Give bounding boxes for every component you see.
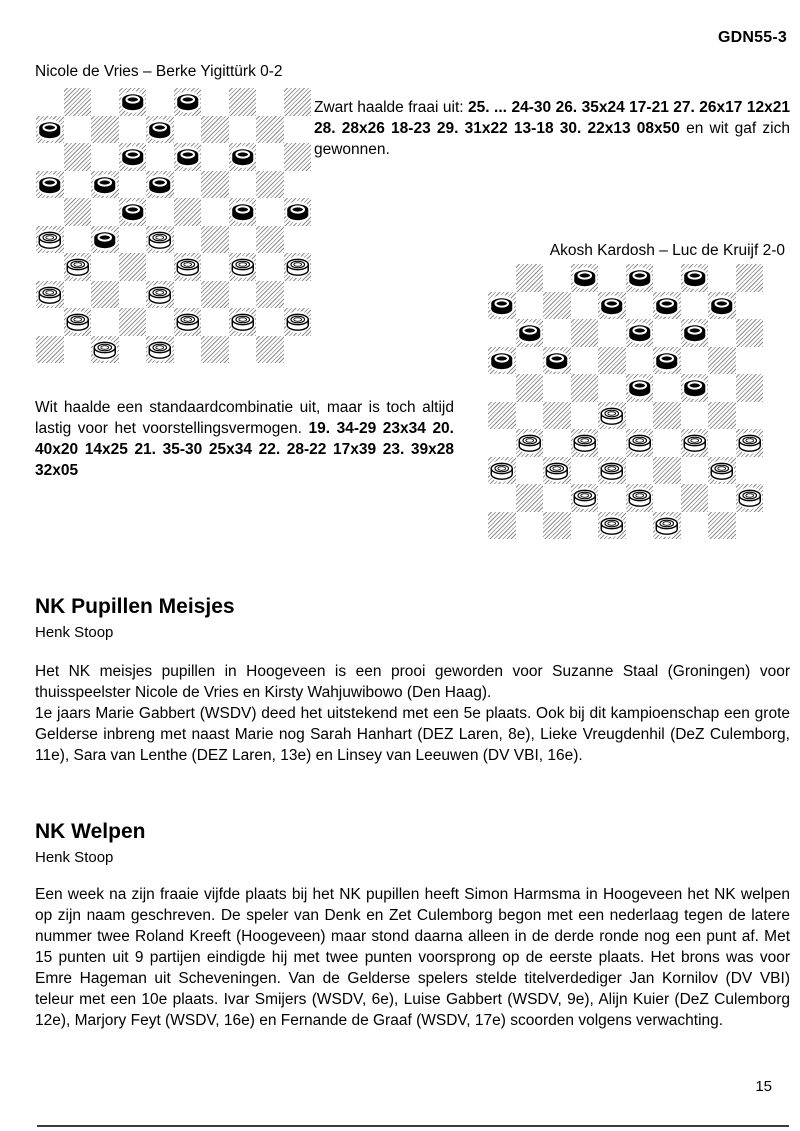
board-light-square xyxy=(36,143,64,171)
black-piece-icon xyxy=(119,88,147,116)
white-piece-icon xyxy=(626,429,654,457)
black-piece-icon xyxy=(36,171,64,199)
board-light-square xyxy=(653,319,681,347)
board-light-square xyxy=(284,171,312,199)
board-light-square xyxy=(36,198,64,226)
board-light-square xyxy=(256,308,284,336)
board-dark-square xyxy=(284,88,312,116)
board-dark-square xyxy=(571,429,599,457)
board-dark-square xyxy=(571,374,599,402)
black-piece-icon xyxy=(229,143,257,171)
board-dark-square xyxy=(626,319,654,347)
board-dark-square xyxy=(256,336,284,364)
board-light-square xyxy=(488,374,516,402)
board-dark-square xyxy=(516,319,544,347)
board-light-square xyxy=(146,253,174,281)
board-dark-square xyxy=(229,253,257,281)
board-light-square xyxy=(626,512,654,540)
board-light-square xyxy=(516,402,544,430)
board-light-square xyxy=(708,319,736,347)
board-dark-square xyxy=(571,264,599,292)
board-dark-square xyxy=(488,402,516,430)
board-light-square xyxy=(229,116,257,144)
board-dark-square xyxy=(64,253,92,281)
board-dark-square xyxy=(653,512,681,540)
board-dark-square xyxy=(571,319,599,347)
board-light-square xyxy=(516,292,544,320)
black-piece-icon xyxy=(91,171,119,199)
board-dark-square xyxy=(64,308,92,336)
white-piece-icon xyxy=(708,457,736,485)
board-dark-square xyxy=(146,116,174,144)
board-dark-square xyxy=(736,374,764,402)
board-dark-square xyxy=(36,281,64,309)
board-dark-square xyxy=(64,198,92,226)
board-dark-square xyxy=(516,429,544,457)
white-piece-icon xyxy=(598,457,626,485)
game1-annotation xyxy=(314,97,790,160)
black-piece-icon xyxy=(543,347,571,375)
board-light-square xyxy=(146,198,174,226)
board-dark-square xyxy=(91,336,119,364)
board-light-square xyxy=(146,308,174,336)
board-light-square xyxy=(571,457,599,485)
board-dark-square xyxy=(681,374,709,402)
paragraph: Een week na zijn fraaie vijfde plaats bij het NK pupillen heeft Simon Harmsma in Hoogeveen het NK welpen op zijn naam geschreven. De speler van Denk en Zet Culemborg begon met een nederlaag tegen de latere nummer twee Roland Kreeft (Hoogeveen) maar stond daarna alleen in de derde ronde nog een punt af. Met 15 punten uit 9 partijen eindigde hij met twee punten voorsprong op de eerste plaats. Het brons was voor Emre Hageman uit Scheveningen. Van de Gelderse spelers stelde titelverdediger Jan Kornilov (DV VBI) teleur met een 10e plaats. Ivar Smijers (WSDV, 6e), Luise Gabbert (WSDV, 9e), Alijn Kuier (DeZ Culemborg 12e), Marjory Feyt (WSDV, 16e) en Fernande de Graaf (WSDV, 17e) scoorden volgens verwachting. xyxy=(35,886,790,1029)
board-light-square xyxy=(91,308,119,336)
annotation-text: Wit haalde een standaardcombinatie uit, maar is toch altijd lastig voor het voorstellingsvermogen. xyxy=(35,399,454,437)
board-dark-square xyxy=(708,402,736,430)
paragraph: Het NK meisjes pupillen in Hoogeveen is een prooi geworden voor Suzanne Staal (Groningen) voor thuisspeelster Nicole de Vries en Kirsty Wahjuwibowo (Den Haag). xyxy=(35,663,790,701)
board-dark-square xyxy=(36,171,64,199)
board-light-square xyxy=(36,308,64,336)
footer-rule xyxy=(37,1125,789,1127)
board-light-square xyxy=(64,171,92,199)
page-number: 15 xyxy=(755,1078,772,1095)
board-light-square xyxy=(598,374,626,402)
board-light-square xyxy=(284,336,312,364)
board-dark-square xyxy=(543,402,571,430)
board-dark-square xyxy=(516,374,544,402)
board-light-square xyxy=(626,457,654,485)
black-piece-icon xyxy=(626,374,654,402)
board-light-square xyxy=(571,402,599,430)
board-dark-square xyxy=(91,116,119,144)
black-piece-icon xyxy=(229,198,257,226)
black-piece-icon xyxy=(681,374,709,402)
board-light-square xyxy=(36,88,64,116)
board-dark-square xyxy=(119,198,147,226)
board-light-square xyxy=(201,198,229,226)
board-light-square xyxy=(681,402,709,430)
board-dark-square xyxy=(91,226,119,254)
board-light-square xyxy=(543,484,571,512)
white-piece-icon xyxy=(598,512,626,540)
board-light-square xyxy=(64,336,92,364)
white-piece-icon xyxy=(736,484,764,512)
board-dark-square xyxy=(681,264,709,292)
white-piece-icon xyxy=(516,429,544,457)
board-light-square xyxy=(543,264,571,292)
board-dark-square xyxy=(284,308,312,336)
board-dark-square xyxy=(284,143,312,171)
board-light-square xyxy=(174,226,202,254)
board-light-square xyxy=(736,402,764,430)
board-light-square xyxy=(201,253,229,281)
board-dark-square xyxy=(201,116,229,144)
black-piece-icon xyxy=(708,292,736,320)
annotation-text: en wit gaf zich gewonnen. xyxy=(314,120,790,158)
black-piece-icon xyxy=(119,143,147,171)
black-piece-icon xyxy=(174,143,202,171)
board-light-square xyxy=(174,281,202,309)
board-dark-square xyxy=(64,88,92,116)
board-light-square xyxy=(598,429,626,457)
black-piece-icon xyxy=(488,292,516,320)
board-dark-square xyxy=(256,116,284,144)
board-dark-square xyxy=(174,253,202,281)
black-piece-icon xyxy=(146,171,174,199)
board-light-square xyxy=(571,347,599,375)
board-light-square xyxy=(284,281,312,309)
white-piece-icon xyxy=(653,512,681,540)
white-piece-icon xyxy=(36,226,64,254)
paragraph: 1e jaars Marie Gabbert (WSDV) deed het uitstekend met een 5e plaats. Ook bij dit kampioenschap een grote Gelderse inbreng met naast Marie nog Sarah Hanhart (DEZ Laren, 8e), Lieke Vreugdenhil (DeZ Culemborg, 11e), Sara van Lenthe (DEZ Laren, 13e) en Linsey van Leeuwen (DV VBI, 16e). xyxy=(35,705,790,764)
board-dark-square xyxy=(543,292,571,320)
board-dark-square xyxy=(488,512,516,540)
white-piece-icon xyxy=(571,484,599,512)
white-piece-icon xyxy=(681,429,709,457)
board-dark-square xyxy=(681,429,709,457)
black-piece-icon xyxy=(571,264,599,292)
black-piece-icon xyxy=(119,198,147,226)
board-light-square xyxy=(598,264,626,292)
board-light-square xyxy=(36,253,64,281)
white-piece-icon xyxy=(146,226,174,254)
board-light-square xyxy=(571,512,599,540)
board-light-square xyxy=(626,347,654,375)
board-light-square xyxy=(598,484,626,512)
board-light-square xyxy=(229,281,257,309)
white-piece-icon xyxy=(64,308,92,336)
board-light-square xyxy=(488,429,516,457)
board-dark-square xyxy=(284,198,312,226)
white-piece-icon xyxy=(91,336,119,364)
board-light-square xyxy=(64,116,92,144)
board-light-square xyxy=(256,253,284,281)
board-light-square xyxy=(571,292,599,320)
board-dark-square xyxy=(653,347,681,375)
black-piece-icon xyxy=(598,292,626,320)
board-dark-square xyxy=(119,308,147,336)
board-dark-square xyxy=(736,264,764,292)
move-notation: 25. ... 24-30 26. 35x24 17-21 27. 26x17 12x21 28. 28x26 18-23 29. 31x22 13-18 30. 22x13 08x50 xyxy=(314,99,790,137)
board-light-square xyxy=(256,198,284,226)
black-piece-icon xyxy=(653,292,681,320)
white-piece-icon xyxy=(146,336,174,364)
board-dark-square xyxy=(488,292,516,320)
black-piece-icon xyxy=(91,226,119,254)
board-light-square xyxy=(516,347,544,375)
board-dark-square xyxy=(256,226,284,254)
board-dark-square xyxy=(284,253,312,281)
board-light-square xyxy=(681,512,709,540)
board-dark-square xyxy=(598,402,626,430)
board-light-square xyxy=(488,484,516,512)
board-light-square xyxy=(119,226,147,254)
board-dark-square xyxy=(598,457,626,485)
white-piece-icon xyxy=(36,281,64,309)
black-piece-icon xyxy=(284,198,312,226)
board-light-square xyxy=(119,336,147,364)
board-light-square xyxy=(229,226,257,254)
board-light-square xyxy=(201,308,229,336)
board-dark-square xyxy=(543,512,571,540)
board-light-square xyxy=(516,512,544,540)
board-dark-square xyxy=(201,171,229,199)
board-dark-square xyxy=(119,88,147,116)
board-dark-square xyxy=(91,171,119,199)
board-dark-square xyxy=(119,143,147,171)
board-dark-square xyxy=(653,402,681,430)
white-piece-icon xyxy=(598,402,626,430)
board-light-square xyxy=(543,374,571,402)
board-light-square xyxy=(626,292,654,320)
board-light-square xyxy=(174,336,202,364)
white-piece-icon xyxy=(284,253,312,281)
game2-annotation xyxy=(35,397,454,481)
board-dark-square xyxy=(653,457,681,485)
board-dark-square xyxy=(708,347,736,375)
board-dark-square xyxy=(681,319,709,347)
board-dark-square xyxy=(36,116,64,144)
black-piece-icon xyxy=(146,116,174,144)
board-dark-square xyxy=(201,281,229,309)
board-light-square xyxy=(91,88,119,116)
board-light-square xyxy=(146,143,174,171)
board-light-square xyxy=(653,429,681,457)
board-dark-square xyxy=(174,198,202,226)
board-light-square xyxy=(681,292,709,320)
board-dark-square xyxy=(543,457,571,485)
board-dark-square xyxy=(146,171,174,199)
board-dark-square xyxy=(91,281,119,309)
board-dark-square xyxy=(146,281,174,309)
board-dark-square xyxy=(201,226,229,254)
board-light-square xyxy=(543,429,571,457)
board-light-square xyxy=(256,88,284,116)
board-light-square xyxy=(736,512,764,540)
section2-body xyxy=(35,884,790,1031)
board-dark-square xyxy=(626,374,654,402)
board-light-square xyxy=(543,319,571,347)
board-light-square xyxy=(708,429,736,457)
board-dark-square xyxy=(598,292,626,320)
draughts-board-1 xyxy=(36,88,311,363)
board-dark-square xyxy=(736,484,764,512)
black-piece-icon xyxy=(516,319,544,347)
board-light-square xyxy=(708,484,736,512)
black-piece-icon xyxy=(36,116,64,144)
black-piece-icon xyxy=(653,347,681,375)
board-dark-square xyxy=(598,512,626,540)
board-dark-square xyxy=(626,429,654,457)
section1-body xyxy=(35,661,790,766)
white-piece-icon xyxy=(174,253,202,281)
annotation-text: Zwart haalde fraai uit: xyxy=(314,99,469,116)
white-piece-icon xyxy=(229,253,257,281)
board-light-square xyxy=(736,457,764,485)
white-piece-icon xyxy=(736,429,764,457)
white-piece-icon xyxy=(488,457,516,485)
issue-code: GDN55-3 xyxy=(718,29,787,46)
board-light-square xyxy=(64,226,92,254)
board-light-square xyxy=(681,457,709,485)
board-light-square xyxy=(708,374,736,402)
board-dark-square xyxy=(598,347,626,375)
board-dark-square xyxy=(256,281,284,309)
white-piece-icon xyxy=(626,484,654,512)
board-light-square xyxy=(146,88,174,116)
board-light-square xyxy=(229,171,257,199)
board-light-square xyxy=(119,281,147,309)
board-light-square xyxy=(174,171,202,199)
board-dark-square xyxy=(488,457,516,485)
draughts-board-2 xyxy=(488,264,763,539)
board-dark-square xyxy=(736,429,764,457)
board-dark-square xyxy=(146,336,174,364)
white-piece-icon xyxy=(64,253,92,281)
board-dark-square xyxy=(708,457,736,485)
white-piece-icon xyxy=(229,308,257,336)
board-dark-square xyxy=(201,336,229,364)
board-light-square xyxy=(91,198,119,226)
board-dark-square xyxy=(174,143,202,171)
board-light-square xyxy=(736,347,764,375)
board-dark-square xyxy=(543,347,571,375)
section1-heading: NK Pupillen Meisjes xyxy=(35,595,235,618)
board-light-square xyxy=(119,171,147,199)
board-dark-square xyxy=(174,308,202,336)
board-dark-square xyxy=(516,264,544,292)
black-piece-icon xyxy=(681,319,709,347)
board-light-square xyxy=(174,116,202,144)
board-dark-square xyxy=(708,292,736,320)
white-piece-icon xyxy=(146,281,174,309)
board-dark-square xyxy=(146,226,174,254)
board-light-square xyxy=(91,253,119,281)
board-light-square xyxy=(653,484,681,512)
white-piece-icon xyxy=(543,457,571,485)
black-piece-icon xyxy=(626,319,654,347)
section2-byline: Henk Stoop xyxy=(35,849,114,866)
board-dark-square xyxy=(653,292,681,320)
board-dark-square xyxy=(626,484,654,512)
board-dark-square xyxy=(708,512,736,540)
black-piece-icon xyxy=(488,347,516,375)
board-light-square xyxy=(229,336,257,364)
board-dark-square xyxy=(119,253,147,281)
board-light-square xyxy=(516,457,544,485)
board-light-square xyxy=(681,347,709,375)
game1-title: Nicole de Vries – Berke Yigittürk 0-2 xyxy=(35,63,283,80)
board-dark-square xyxy=(516,484,544,512)
board-light-square xyxy=(119,116,147,144)
board-light-square xyxy=(201,88,229,116)
section2-heading: NK Welpen xyxy=(35,820,146,843)
board-dark-square xyxy=(229,143,257,171)
board-light-square xyxy=(653,264,681,292)
board-dark-square xyxy=(229,308,257,336)
board-light-square xyxy=(201,143,229,171)
board-dark-square xyxy=(681,484,709,512)
board-light-square xyxy=(488,264,516,292)
black-piece-icon xyxy=(174,88,202,116)
board-dark-square xyxy=(736,319,764,347)
board-light-square xyxy=(284,116,312,144)
board-dark-square xyxy=(488,347,516,375)
board-dark-square xyxy=(174,88,202,116)
board-light-square xyxy=(598,319,626,347)
white-piece-icon xyxy=(571,429,599,457)
board-dark-square xyxy=(36,336,64,364)
board-dark-square xyxy=(229,198,257,226)
board-light-square xyxy=(284,226,312,254)
board-light-square xyxy=(64,281,92,309)
board-light-square xyxy=(91,143,119,171)
board-light-square xyxy=(736,292,764,320)
board-light-square xyxy=(256,143,284,171)
section1-byline: Henk Stoop xyxy=(35,624,114,641)
board-dark-square xyxy=(256,171,284,199)
white-piece-icon xyxy=(174,308,202,336)
game2-title: Akosh Kardosh – Luc de Kruijf 2-0 xyxy=(549,242,785,259)
black-piece-icon xyxy=(681,264,709,292)
board-light-square xyxy=(626,402,654,430)
black-piece-icon xyxy=(626,264,654,292)
board-light-square xyxy=(488,319,516,347)
board-light-square xyxy=(653,374,681,402)
board-dark-square xyxy=(626,264,654,292)
move-notation: 19. 34-29 23x34 20. 40x20 14x25 21. 35-30 25x34 22. 28-22 17x39 23. 39x28 32x05 xyxy=(35,420,454,479)
board-dark-square xyxy=(229,88,257,116)
board-dark-square xyxy=(571,484,599,512)
board-dark-square xyxy=(36,226,64,254)
white-piece-icon xyxy=(284,308,312,336)
board-dark-square xyxy=(64,143,92,171)
board-light-square xyxy=(708,264,736,292)
